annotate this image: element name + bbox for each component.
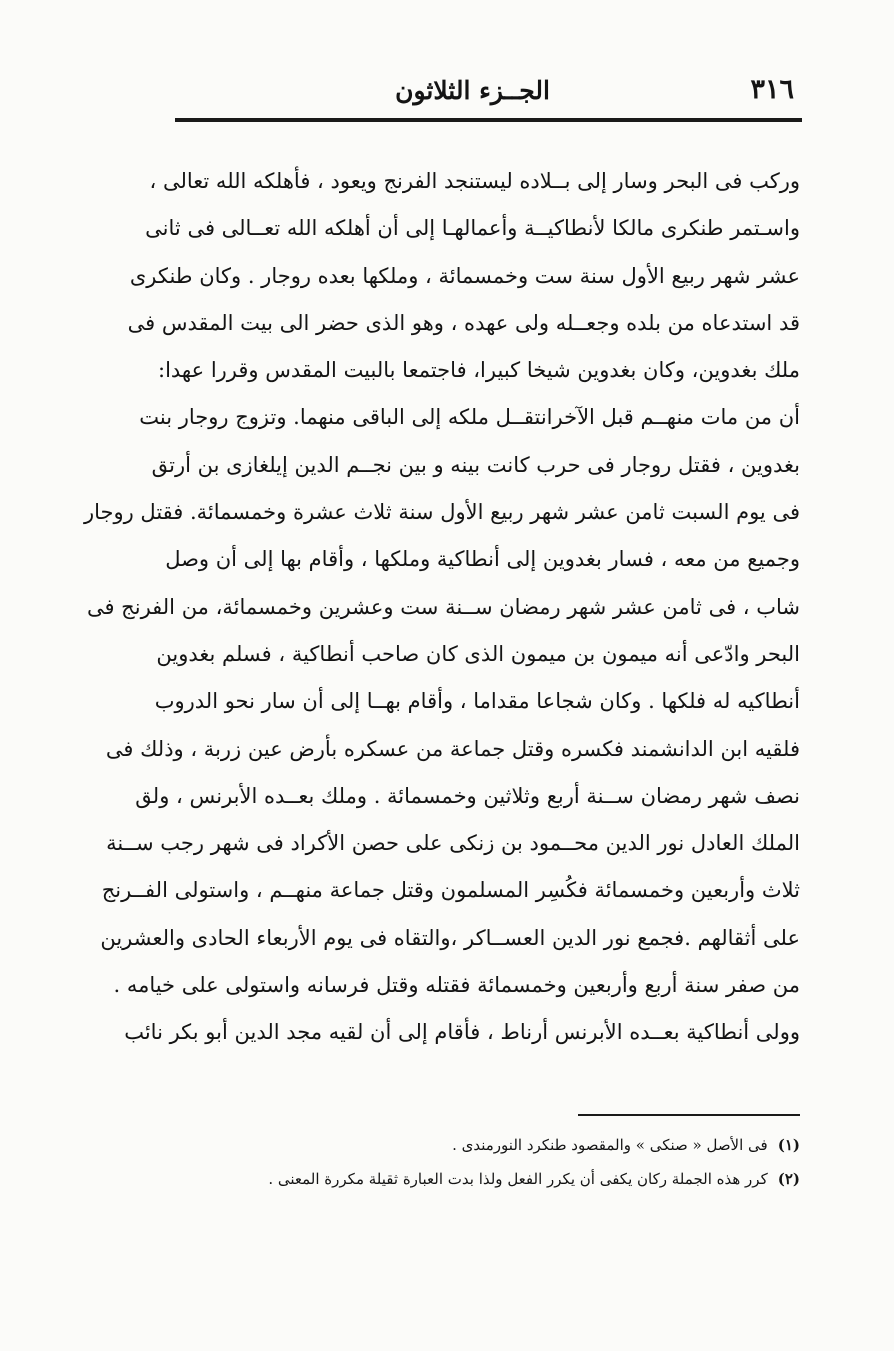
text-line: على أثقالهم .فجمع نور الدين العســاكر ،والتقاه فى يوم الأربعاء الحادى والعشرين	[100, 925, 800, 950]
body-text	[83, 158, 800, 1057]
text-line: الملك العادل نور الدين محــمود بن زنكى على حصن الأكراد فى شهر رجب ســنة	[106, 831, 800, 856]
text-line: ملك بغدوين، وكان بغدوين شيخا كبيرا، فاجتمعا بالبيت المقدس وقررا عهدا:	[158, 358, 800, 383]
text-line: نصف شهر رمضان ســنة أربع وثلاثين وخمسمائة . وملك بعــده الأبرنس ، ولق	[135, 783, 800, 808]
text-line: واسـتمر طنكرى مالكا لأنطاكيــة وأعمالهـا إلى أن أهلكه الله تعــالى فى ثانى	[145, 216, 800, 241]
footnote-text: فى الأصل « صنكى » والمقصود طنكرد النورمندى .	[452, 1136, 768, 1154]
header-rule	[175, 118, 802, 122]
footnote-rule	[578, 1114, 800, 1116]
footnote	[250, 1162, 800, 1196]
text-line: شاب ، فى ثامن عشر شهر رمضان ســنة ست وعشرين وخمسمائة، من الفرنج فى	[86, 594, 800, 619]
footnotes	[250, 1128, 800, 1196]
text-line: البحر وادّعى أنه ميمون بن ميمون الذى كان صاحب أنطاكية ، فسلم بغدوين	[156, 641, 800, 666]
text-line: بغدوين ، فقتل روجار فى حرب كانت بينه و بين نجــم الدين إيلغازى بن أرتق	[151, 452, 800, 477]
text-line: وجميع من معه ، فسار بغدوين إلى أنطاكية وملكها ، وأقام بها إلى أن وصل	[165, 547, 800, 572]
text-line: فلقيه ابن الدانشمند فكسره وقتل جماعة من عسكره بأرض عين زربة ، وذلك فى	[105, 736, 800, 761]
text-line: وركب فى البحر وسار إلى بــلاده ليستنجد الفرنج ويعود ، فأهلكه الله تعالى ،	[149, 169, 800, 193]
text-line: وولى أنطاكية بعــده الأبرنس أرناط ، فأقام إلى أن لقيه مجد الدين أبو بكر نائب	[124, 1020, 800, 1045]
text-line: قد استدعاه من بلده وجعــله ولى عهده ، وهو الذى حضر الى بيت المقدس فى	[127, 310, 800, 335]
page-header	[175, 70, 802, 114]
footnote-marker: (١)	[777, 1136, 800, 1154]
footnote-marker: (٢)	[777, 1170, 800, 1188]
footnote-text: كرر هذه الجملة ركان يكفى أن يكرر الفعل ولذا بدت العبارة ثقيلة مكررة المعنى .	[268, 1170, 768, 1188]
text-line: أن من مات منهــم قبل الآخرانتقــل ملكه إلى الباقى منهما. وتزوج روجار بنت	[139, 405, 800, 430]
text-line: أنطاكيه له فلكها . وكان شجاعا مقداما ، وأقام بهــا إلى أن سار نحو الدروب	[154, 689, 800, 714]
text-line: من صفر سنة أربع وأربعين وخمسمائة فقتله وقتل فرسانه واستولى على خيامه .	[113, 973, 800, 998]
text-line: ثلاث وأربعين وخمسمائة فكُسِر المسلمون وقتل جماعة منهــم ، واستولى الفــرنج	[101, 878, 800, 903]
text-line: فى يوم السبت ثامن عشر شهر ربيع الأول سنة ثلاث عشرة وخمسمائة. فقتل روجار	[83, 500, 800, 525]
text-line: عشر شهر ربيع الأول سنة ست وخمسمائة ، وملكها بعده روجار . وكان طنكرى	[129, 263, 800, 288]
footnote	[250, 1128, 800, 1162]
page-number: ٣١٦	[750, 74, 794, 105]
running-head: الجــزء الثلاثون	[395, 76, 550, 105]
